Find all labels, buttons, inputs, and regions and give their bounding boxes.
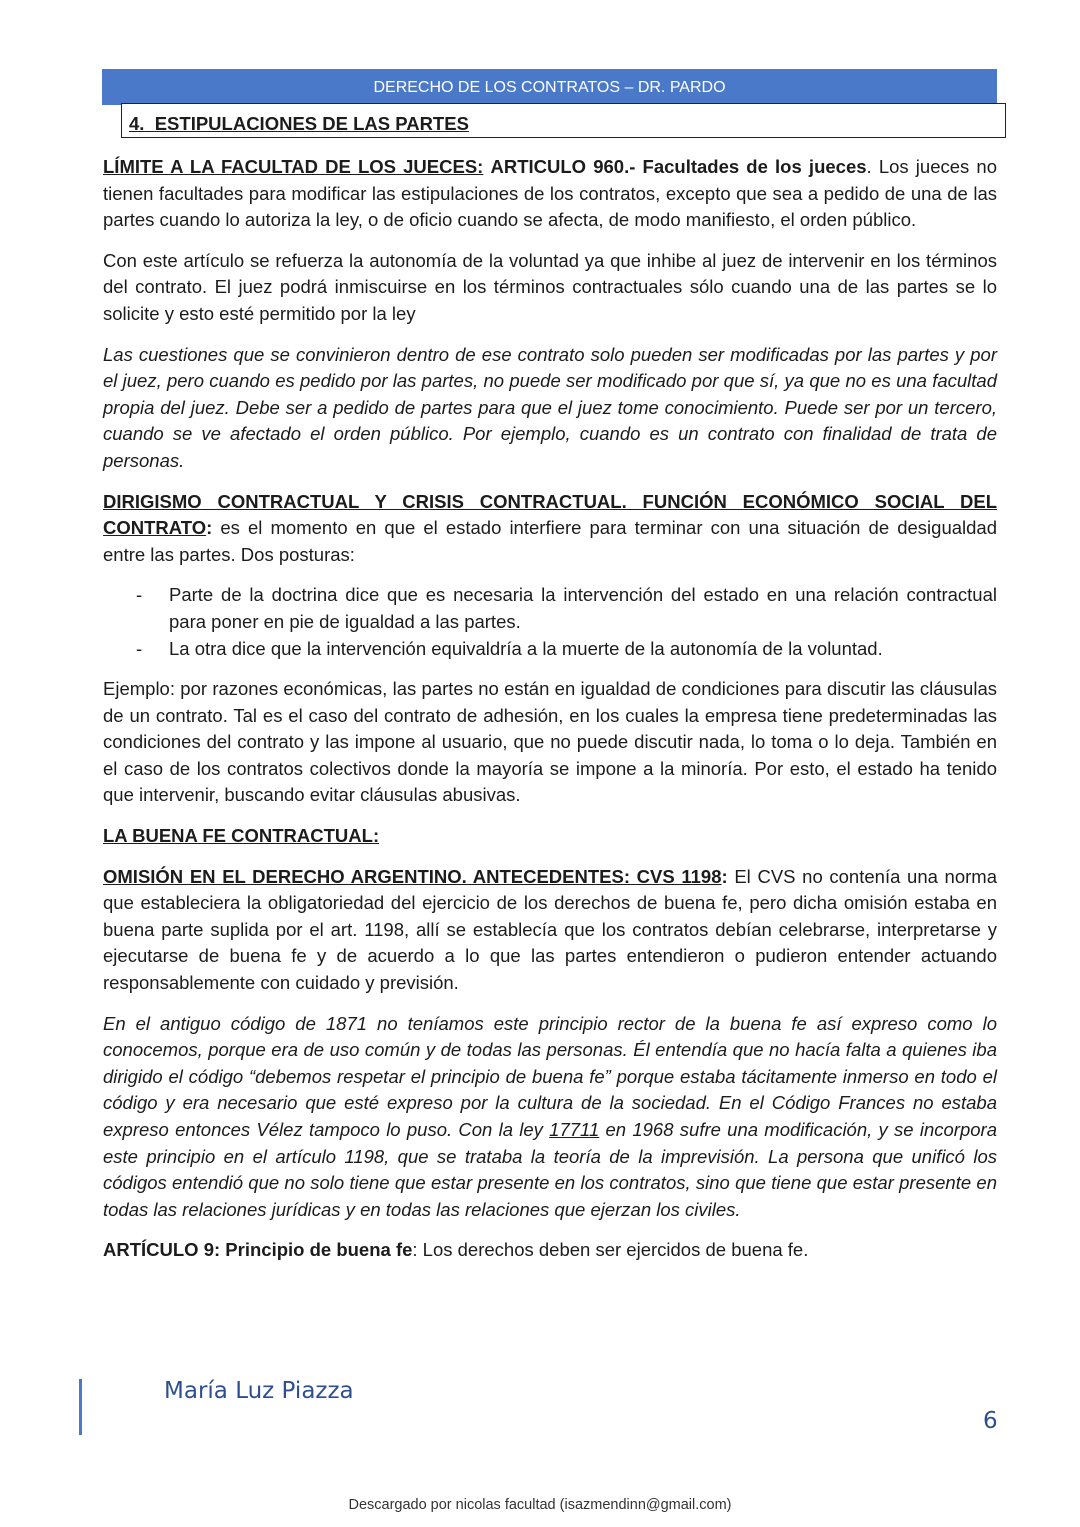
footer-accent-bar bbox=[79, 1379, 82, 1435]
article-960-text: . Los jueces no tienen facultades para modificar las estipulaciones de los contratos, excepto que sea a pedido de una de las partes cuando lo autoriza la ley, o de oficio cuando se afecta, de modo manifiesto, el orden público. bbox=[103, 156, 997, 231]
heading-dirigismo: DIRIGISMO CONTRACTUAL Y CRISIS CONTRACTUAL. FUNCIÓN ECONÓMICO SOCIAL DEL CONTRATO bbox=[103, 490, 997, 539]
list-item: - Parte de la doctrina dice que es necesaria la intervención del estado en una relación contractual para poner en pie de igualdad a las partes. bbox=[103, 582, 997, 635]
section-number: 4. bbox=[129, 113, 145, 134]
download-note: Descargado por nicolas facultad (isazmendinn@gmail.com) bbox=[348, 1497, 732, 1513]
codigo-text-after: en 1968 sufre una modificación, y se incorpora este principio en el artículo 1198, que se trataba la teoría de la imprevisión. La persona que unificó los códigos entendió que no solo tiene que estar presente en los contratos, sino que tiene que estar presente en todas las relaciones jurídicas y en todas las relaciones que ejerzan los civiles. bbox=[103, 1119, 997, 1220]
omision-text: El CVS no contenía una norma que estableciera la obligatoriedad del ejercicio de los derechos de buena fe, pero dicha omisión estaba en buena parte suplida por el art. 1198, allí se establecía que los contratos debían celebrarse, interpretarse y ejecutarse de buena fe y de acuerdo a lo que las partes entendieron o pudieron entender actuando responsablemente con cuidado y previsión. bbox=[103, 865, 997, 994]
paragraph-autonomia: Con este artículo se refuerza la autonomía de la voluntad ya que inhibe al juez de intervenir en los términos del contrato. El juez podrá inmiscuirse en los términos contractuales sólo cuando una de las partes se lo solicite y esto esté permitido por la ley bbox=[103, 249, 997, 324]
heading-omision: OMISIÓN EN EL DERECHO ARGENTINO. ANTECEDENTES: CVS 1198 bbox=[103, 865, 722, 887]
heading-articulo-9: ARTÍCULO 9: Principio de buena fe bbox=[103, 1239, 413, 1261]
paragraph-dirigismo bbox=[103, 489, 997, 569]
heading-dirigismo-colon: : bbox=[206, 517, 213, 539]
articulo-9-text: : Los derechos deben ser ejercidos de buena fe. bbox=[412, 1239, 809, 1261]
paragraph-omision bbox=[103, 864, 997, 997]
heading-limite-jueces: LÍMITE A LA FACULTAD DE LOS JUECES: bbox=[103, 156, 484, 177]
section-heading-box bbox=[121, 103, 1006, 138]
section-title: ESTIPULACIONES DE LAS PARTES bbox=[154, 113, 469, 134]
document-header bbox=[102, 69, 997, 105]
codigo-text-before: En el antiguo código de 1871 no teníamos este principio rector de la buena fe así expreso como lo conocemos, porque era de uso común y de todas las personas. Él entendía que no hacía falta a quienes iba dirigido el código “debemos respetar el principio de buena fe” porque estaba tácitamente inmerso en todo el código y era necesario que esté expreso por la cultura de la sociedad. En el Código Frances no estaba expreso entonces Vélez tampoco lo puso. Con la ley bbox=[103, 1012, 997, 1140]
article-960-title: ARTICULO 960.- Facultades de los jueces bbox=[490, 156, 867, 177]
footer-author: María Luz Piazza bbox=[164, 1378, 354, 1404]
document-body bbox=[103, 154, 997, 1278]
section-label bbox=[129, 113, 469, 134]
paragraph-limite-jueces bbox=[103, 154, 997, 234]
heading-buena-fe: LA BUENA FE CONTRACTUAL: bbox=[103, 825, 380, 847]
paragraph-ejemplo: Ejemplo: por razones económicas, las partes no están en igualdad de condiciones para discutir las cláusulas de un contrato. Tal es el caso del contrato de adhesión, en los cuales la empresa tiene predeterminadas las condiciones del contrato y las impone al usuario, que no puede discutir nada, lo toma o lo deja. También en el caso de los contratos colectivos donde la mayoría se impone a la minoría. Por esto, el estado ha tenido que intervenir, buscando evitar cláusulas abusivas. bbox=[103, 678, 997, 806]
paragraph-articulo-9 bbox=[103, 1237, 997, 1264]
paragraph-codigo-1871 bbox=[103, 1011, 997, 1224]
postures-list bbox=[103, 582, 997, 662]
header-title: DERECHO DE LOS CONTRATOS – DR. PARDO bbox=[373, 79, 726, 96]
law-17711-link[interactable]: 17711 bbox=[549, 1119, 600, 1140]
paragraph-cuestiones: Las cuestiones que se convinieron dentro de ese contrato solo pueden ser modificadas por las partes y por el juez, pero cuando es pedido por las partes, no puede ser modificado por que sí, ya que no es una facultad propia del juez. Debe ser a pedido de partes para que el juez tome conocimiento. Puede ser por un tercero, cuando se ve afectado el orden público. Por ejemplo, cuando es un contrato con finalidad de trata de personas. bbox=[103, 343, 997, 471]
dirigismo-text: es el momento en que el estado interfiere para terminar con una situación de desigualdad entre las partes. Dos posturas: bbox=[103, 517, 997, 565]
page-number: 6 bbox=[983, 1408, 998, 1434]
list-item: - La otra dice que la intervención equivaldría a la muerte de la autonomía de la voluntad. bbox=[103, 636, 997, 663]
heading-omision-colon: : bbox=[721, 865, 728, 887]
